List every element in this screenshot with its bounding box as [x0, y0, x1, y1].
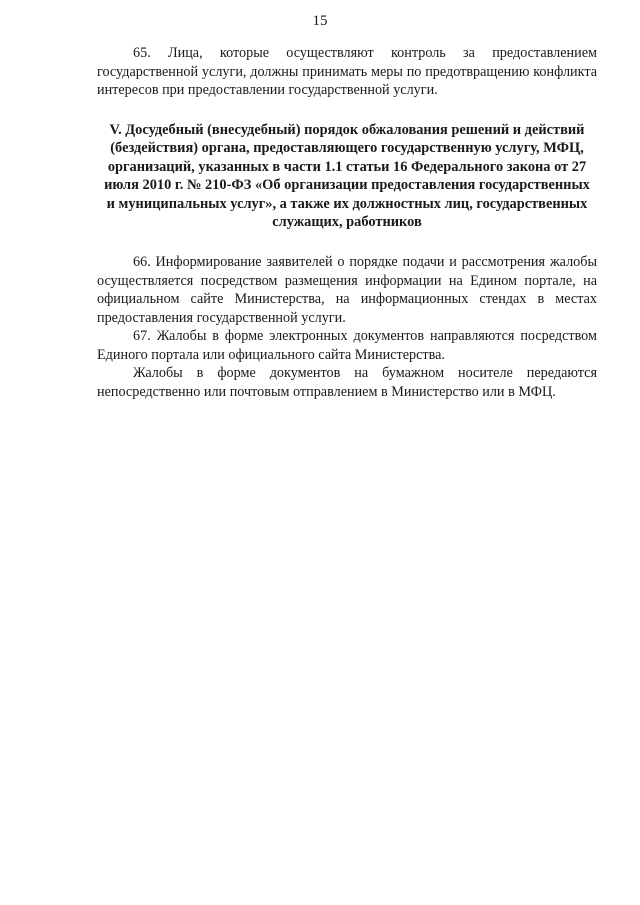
document-body	[97, 44, 597, 401]
paragraph-67: 67. Жалобы в форме электронных документов направляются посредством Единого портала или официального сайта Министерства.	[97, 328, 597, 363]
page-number: 15	[312, 13, 328, 29]
paragraph-paper-complaints: Жалобы в форме документов на бумажном носителе передаются непосредственно или почтовым отправлением в Министерство или в МФЦ.	[97, 365, 597, 400]
paragraph-65: 65. Лица, которые осуществляют контроль за предоставлением государственной услуги, должны принимать меры по предотвращению конфликта интересов при предоставлении государственной услуги.	[97, 45, 597, 98]
section-heading: V. Досудебный (внесудебный) порядок обжалования решений и действий (бездействия) органа, предоставляющего государственную услугу, МФЦ, организаций, указанных в части 1.1 статьи 16 Федерального закона от 27 июля 2010 г. № 210-ФЗ «Об организации предоставления государственных и муниципальных услуг», а также их должностных лиц, государственных служащих, работников	[104, 121, 590, 231]
paragraph-66: 66. Информирование заявителей о порядке подачи и рассмотрения жалобы осуществляется посредством размещения информации на Едином портале, на официальном сайте Министерства, на информационных стендах в местах предоставления государственной услуги.	[97, 254, 597, 326]
